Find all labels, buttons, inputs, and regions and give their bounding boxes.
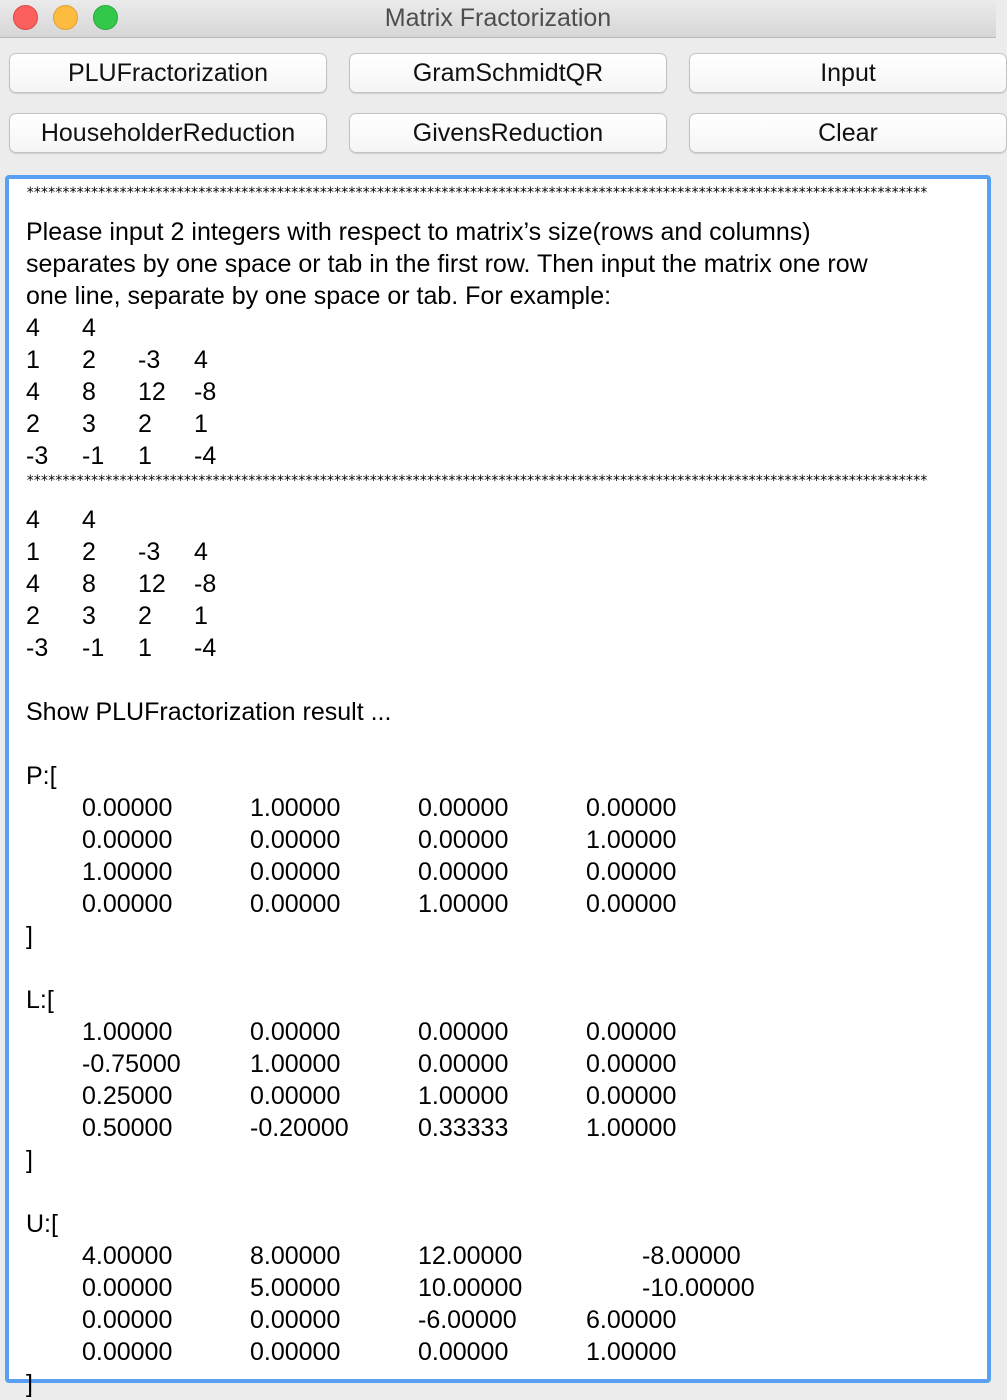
matrix-value: 0.00000 — [418, 858, 509, 886]
input-matrix-cell: 1 — [26, 538, 40, 566]
example-matrix-cell: 1 — [138, 442, 152, 470]
matrix-value: 0.33333 — [418, 1114, 509, 1142]
matrix-value: 0.00000 — [82, 1274, 173, 1302]
matrix-label: L:[ — [26, 986, 54, 1014]
instruction-line: separates by one space or tab in the first row. Then input the matrix one row — [26, 250, 868, 278]
matrix-value: 1.00000 — [586, 1338, 677, 1366]
matrix-value: 1.00000 — [586, 826, 677, 854]
output-text-area[interactable] — [5, 175, 991, 1398]
matrix-value: 0.00000 — [82, 826, 173, 854]
example-matrix-cell: 2 — [138, 410, 152, 438]
matrix-value: 0.00000 — [418, 826, 509, 854]
input-size-cell: 4 — [82, 506, 96, 534]
example-matrix-cell: -3 — [138, 346, 161, 374]
input-matrix-cell: 1 — [194, 602, 208, 630]
example-matrix-cell: 8 — [82, 378, 96, 406]
matrix-value: 0.25000 — [82, 1082, 173, 1110]
input-matrix-cell: 2 — [138, 602, 152, 630]
input-size-cell: 4 — [26, 506, 40, 534]
gram-schmidt-qr-button[interactable]: GramSchmidtQR — [349, 53, 667, 93]
matrix-value: -10.00000 — [642, 1274, 755, 1302]
matrix-value: 1.00000 — [82, 858, 173, 886]
example-matrix-cell: 12 — [138, 378, 166, 406]
matrix-close-bracket: ] — [26, 922, 33, 950]
matrix-value: 0.00000 — [586, 858, 677, 886]
matrix-value: 0.00000 — [418, 794, 509, 822]
matrix-value: 0.00000 — [586, 1018, 677, 1046]
input-matrix-cell: -3 — [26, 634, 49, 662]
example-matrix-cell: 1 — [194, 410, 208, 438]
input-matrix-cell: 8 — [82, 570, 96, 598]
matrix-label: P:[ — [26, 762, 57, 790]
matrix-value: 10.00000 — [418, 1274, 523, 1302]
matrix-value: 1.00000 — [250, 794, 341, 822]
matrix-value: 5.00000 — [250, 1274, 341, 1302]
matrix-value: 0.50000 — [82, 1114, 173, 1142]
matrix-value: -0.75000 — [82, 1050, 181, 1078]
matrix-value: 0.00000 — [418, 1338, 509, 1366]
example-size-cell: 4 — [26, 314, 40, 342]
example-matrix-cell: 4 — [26, 378, 40, 406]
matrix-value: -8.00000 — [642, 1242, 741, 1270]
matrix-value: 0.00000 — [82, 1306, 173, 1334]
example-matrix-cell: 2 — [82, 346, 96, 374]
input-button[interactable]: Input — [689, 53, 1007, 93]
example-matrix-cell: 2 — [26, 410, 40, 438]
matrix-value: 0.00000 — [250, 826, 341, 854]
input-matrix-cell: -4 — [194, 634, 217, 662]
input-matrix-cell: 1 — [138, 634, 152, 662]
matrix-value: 0.00000 — [586, 890, 677, 918]
matrix-value: 0.00000 — [418, 1018, 509, 1046]
input-matrix-cell: -3 — [138, 538, 161, 566]
matrix-close-bracket: ] — [26, 1146, 33, 1174]
example-matrix-cell: 1 — [26, 346, 40, 374]
input-matrix-cell: 4 — [194, 538, 208, 566]
example-matrix-cell: 4 — [194, 346, 208, 374]
input-matrix-cell: 2 — [82, 538, 96, 566]
separator-line: ****************************************************************************************************************************** — [26, 185, 927, 201]
input-matrix-cell: 4 — [26, 570, 40, 598]
input-matrix-cell: 3 — [82, 602, 96, 630]
input-matrix-cell: -8 — [194, 570, 217, 598]
matrix-close-bracket: ] — [26, 1370, 33, 1398]
matrix-value: 0.00000 — [586, 794, 677, 822]
matrix-value: 4.00000 — [82, 1242, 173, 1270]
input-matrix-cell: -1 — [82, 634, 105, 662]
example-matrix-cell: -8 — [194, 378, 217, 406]
matrix-value: 0.00000 — [250, 1338, 341, 1366]
matrix-value: 0.00000 — [82, 890, 173, 918]
matrix-value: 1.00000 — [250, 1050, 341, 1078]
matrix-label: U:[ — [26, 1210, 58, 1238]
matrix-value: 0.00000 — [586, 1050, 677, 1078]
matrix-value: 0.00000 — [250, 1018, 341, 1046]
matrix-value: 1.00000 — [82, 1018, 173, 1046]
matrix-value: 1.00000 — [586, 1114, 677, 1142]
example-matrix-cell: -4 — [194, 442, 217, 470]
title-bar — [0, 0, 996, 38]
matrix-value: 6.00000 — [586, 1306, 677, 1334]
example-matrix-cell: -3 — [26, 442, 49, 470]
instruction-line: Please input 2 integers with respect to matrix’s size(rows and columns) — [26, 218, 811, 246]
matrix-value: 0.00000 — [418, 1050, 509, 1078]
matrix-value: 0.00000 — [250, 1306, 341, 1334]
input-matrix-cell: 2 — [26, 602, 40, 630]
matrix-value: -6.00000 — [418, 1306, 517, 1334]
result-heading: Show PLUFractorization result ... — [26, 698, 392, 726]
matrix-value: 12.00000 — [418, 1242, 523, 1270]
input-matrix-cell: 12 — [138, 570, 166, 598]
example-matrix-cell: 3 — [82, 410, 96, 438]
matrix-value: 0.00000 — [250, 890, 341, 918]
example-size-cell: 4 — [82, 314, 96, 342]
matrix-value: 8.00000 — [250, 1242, 341, 1270]
separator-line: ****************************************************************************************************************************** — [26, 473, 927, 489]
example-matrix-cell: -1 — [82, 442, 105, 470]
householder-reduction-button[interactable]: HouseholderReduction — [9, 113, 327, 153]
plu-fractorization-button[interactable]: PLUFractorization — [9, 53, 327, 93]
window-title: Matrix Fractorization — [384, 4, 612, 32]
matrix-value: 1.00000 — [418, 890, 509, 918]
givens-reduction-button[interactable]: GivensReduction — [349, 113, 667, 153]
matrix-value: 0.00000 — [82, 1338, 173, 1366]
matrix-value: 1.00000 — [418, 1082, 509, 1110]
matrix-value: 0.00000 — [82, 794, 173, 822]
clear-button[interactable]: Clear — [689, 113, 1007, 153]
matrix-value: 0.00000 — [586, 1082, 677, 1110]
matrix-value: -0.20000 — [250, 1114, 349, 1142]
matrix-value: 0.00000 — [250, 858, 341, 886]
instruction-line: one line, separate by one space or tab. For example: — [26, 282, 612, 310]
matrix-value: 0.00000 — [250, 1082, 341, 1110]
